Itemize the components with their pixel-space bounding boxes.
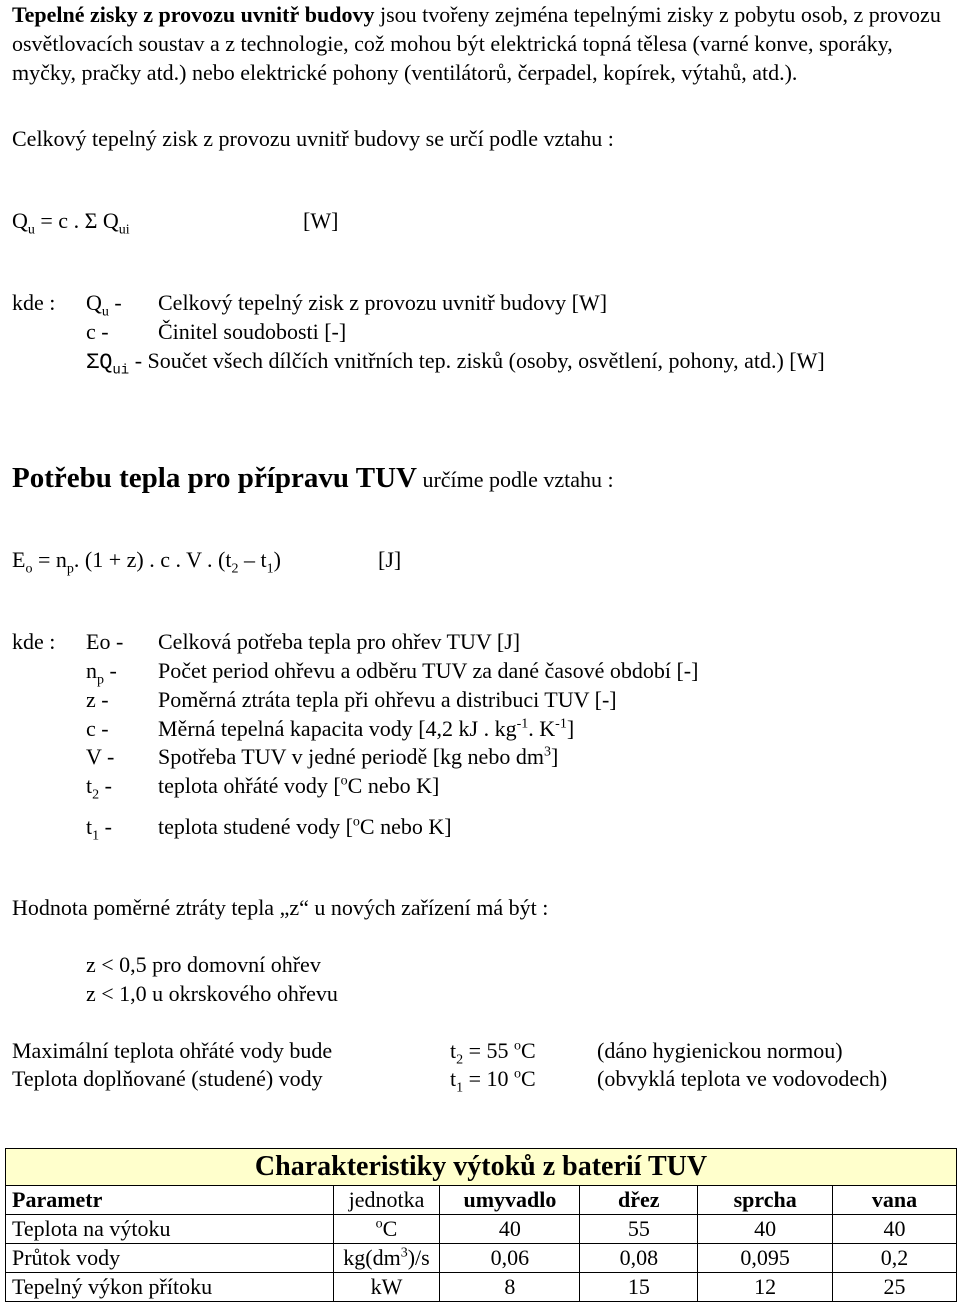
table-cell-unit: $kg(dm^3)/s$ bbox=[333, 1244, 440, 1273]
table-cell: 55 bbox=[580, 1215, 698, 1244]
table-cell: 8 bbox=[440, 1273, 580, 1302]
legend2-desc-np: Počet period ohřevu a odběru TUV za dané časové období [-] bbox=[158, 658, 699, 683]
legend2-desc-v: Spotřeba TUV v jedné periodě [kg nebo $dm^3$] bbox=[158, 744, 559, 769]
legend1-sym-qu: $Q_u$ - bbox=[86, 290, 122, 320]
intro-bold: Tepelné zisky z provozu uvnitř budovy bbox=[12, 2, 375, 27]
legend1-sum-row: $\Sigma Q_{ui}$ - Součet všech dílčích vnitřních tep. zisků (osoby, osvětlení, pohony, atd.) [W] bbox=[86, 348, 825, 379]
z-sentence: Hodnota poměrné ztráty tepla „z“ u nových zařízení má být : bbox=[12, 895, 549, 920]
legend1-sym-sum: ΣQ bbox=[86, 350, 113, 375]
table-row bbox=[6, 1273, 957, 1302]
tuv-outlet-table bbox=[5, 1148, 957, 1302]
table-cell: 40 bbox=[698, 1215, 833, 1244]
table-cell-param: Tepelný výkon přítoku bbox=[6, 1273, 334, 1302]
table-header-cell: umyvadlo bbox=[440, 1186, 580, 1215]
legend2-sym-v: V - bbox=[86, 744, 115, 769]
table-cell-unit: kW bbox=[333, 1273, 440, 1302]
legend2-desc-eo: Celková potřeba tepla pro ohřev TUV [J] bbox=[158, 629, 521, 654]
legend2-sym-t2: $t_2$ - bbox=[86, 773, 112, 803]
formula-qu: $Q_u = c$ . Σ $Q_{ui}$ bbox=[12, 208, 130, 238]
formula-eo: $E_o = n_p$. (1 + z) . c . V . $(t_2 - t_1)$ bbox=[12, 547, 281, 577]
legend2-sym-t1: $t_1$ - bbox=[86, 814, 112, 844]
table-cell: 0,08 bbox=[580, 1244, 698, 1273]
table-cell-param: Průtok vody bbox=[6, 1244, 334, 1273]
table-cell: 0,095 bbox=[698, 1244, 833, 1273]
legend2-sym-np: $n_p$ - bbox=[86, 658, 117, 688]
legend1-kde: kde : bbox=[12, 290, 56, 315]
formula-qu-unit: [W] bbox=[303, 208, 339, 233]
legend1-desc-qu: Celkový tepelný zisk z provozu uvnitř budovy [W] bbox=[158, 290, 608, 315]
table-header-cell: vana bbox=[833, 1186, 957, 1215]
table-cell: 40 bbox=[833, 1215, 957, 1244]
table-row bbox=[6, 1244, 957, 1273]
table-header-cell: jednotka bbox=[333, 1186, 440, 1215]
table-title: Charakteristiky výtoků z baterií TUV bbox=[6, 1149, 957, 1186]
legend2-desc-t2: teplota ohřáté vody [$^o$C nebo K] bbox=[158, 773, 440, 798]
temp-max-note: (dáno hygienickou normou) bbox=[597, 1038, 843, 1063]
legend2-desc-z: Poměrná ztráta tepla při ohřevu a distribuci TUV [-] bbox=[158, 687, 617, 712]
table-cell: 25 bbox=[833, 1273, 957, 1302]
legend2-sym-eo: Eo - bbox=[86, 629, 124, 654]
z-value-domestic: z < 0,5 pro domovní ohřev bbox=[86, 952, 321, 977]
legend2-kde: kde : bbox=[12, 629, 56, 654]
table-header-cell: sprcha bbox=[698, 1186, 833, 1215]
z-value-district: z < 1,0 u okrskového ohřevu bbox=[86, 981, 338, 1006]
table-header-row bbox=[6, 1186, 957, 1215]
legend2-sym-c: c - bbox=[86, 716, 109, 741]
formula-eo-unit: [J] bbox=[378, 547, 402, 572]
intro-paragraph bbox=[12, 0, 952, 87]
table-cell: 40 bbox=[440, 1215, 580, 1244]
table-header-cell: dřez bbox=[580, 1186, 698, 1215]
legend2-desc-t1: teplota studené vody [$^o$C nebo K] bbox=[158, 814, 452, 839]
legend2-sym-z: z - bbox=[86, 687, 109, 712]
temp-max-label: Maximální teplota ohřáté vody bude bbox=[12, 1038, 333, 1063]
total-gain-sentence: Celkový tepelný zisk z provozu uvnitř budovy se určí podle vztahu : bbox=[12, 126, 614, 151]
table-cell: 0,06 bbox=[440, 1244, 580, 1273]
temp-cold-value: $t_1 = 10$ $^o$C bbox=[450, 1066, 536, 1096]
legend1-sym-c: c - bbox=[86, 319, 109, 344]
legend2-desc-c: Měrná tepelná kapacita vody [4,2 kJ . $kg^{-1}$. $K^{-1}$] bbox=[158, 716, 575, 741]
legend1-desc-c: Činitel soudobosti [-] bbox=[158, 319, 347, 344]
table-cell: 0,2 bbox=[833, 1244, 957, 1273]
temp-cold-note: (obvyklá teplota ve vodovodech) bbox=[597, 1066, 888, 1091]
table-cell: 15 bbox=[580, 1273, 698, 1302]
table-cell-param: Teplota na výtoku bbox=[6, 1215, 334, 1244]
table-cell-unit: $^o$C bbox=[333, 1215, 440, 1244]
intro-text: jsou tvořeny zejména tepelnými zisky z pobytu osob, z provozu osvětlovacích soustav a z technologie, což mohou být elektrická topná tělesa (varné konve, sporáky, myčky, pračky atd.) nebo elektrické pohony (ventilátorů, čerpadel, kopírek, výtahů, atd.). bbox=[12, 2, 941, 85]
table-cell: 12 bbox=[698, 1273, 833, 1302]
temp-max-value: $t_2 = 55$ $^o$C bbox=[450, 1038, 536, 1068]
table-header-cell: Parametr bbox=[6, 1186, 334, 1215]
temp-cold-label: Teplota doplňované (studené) vody bbox=[12, 1066, 323, 1091]
legend1-desc-sum: - Součet všech dílčích vnitřních tep. zisků (osoby, osvětlení, pohony, atd.) [W] bbox=[129, 348, 825, 373]
table-row bbox=[6, 1215, 957, 1244]
tuv-heading: Potřebu tepla pro přípravu TUV určíme podle vztahu : bbox=[12, 462, 614, 494]
table-title-row bbox=[6, 1149, 957, 1186]
